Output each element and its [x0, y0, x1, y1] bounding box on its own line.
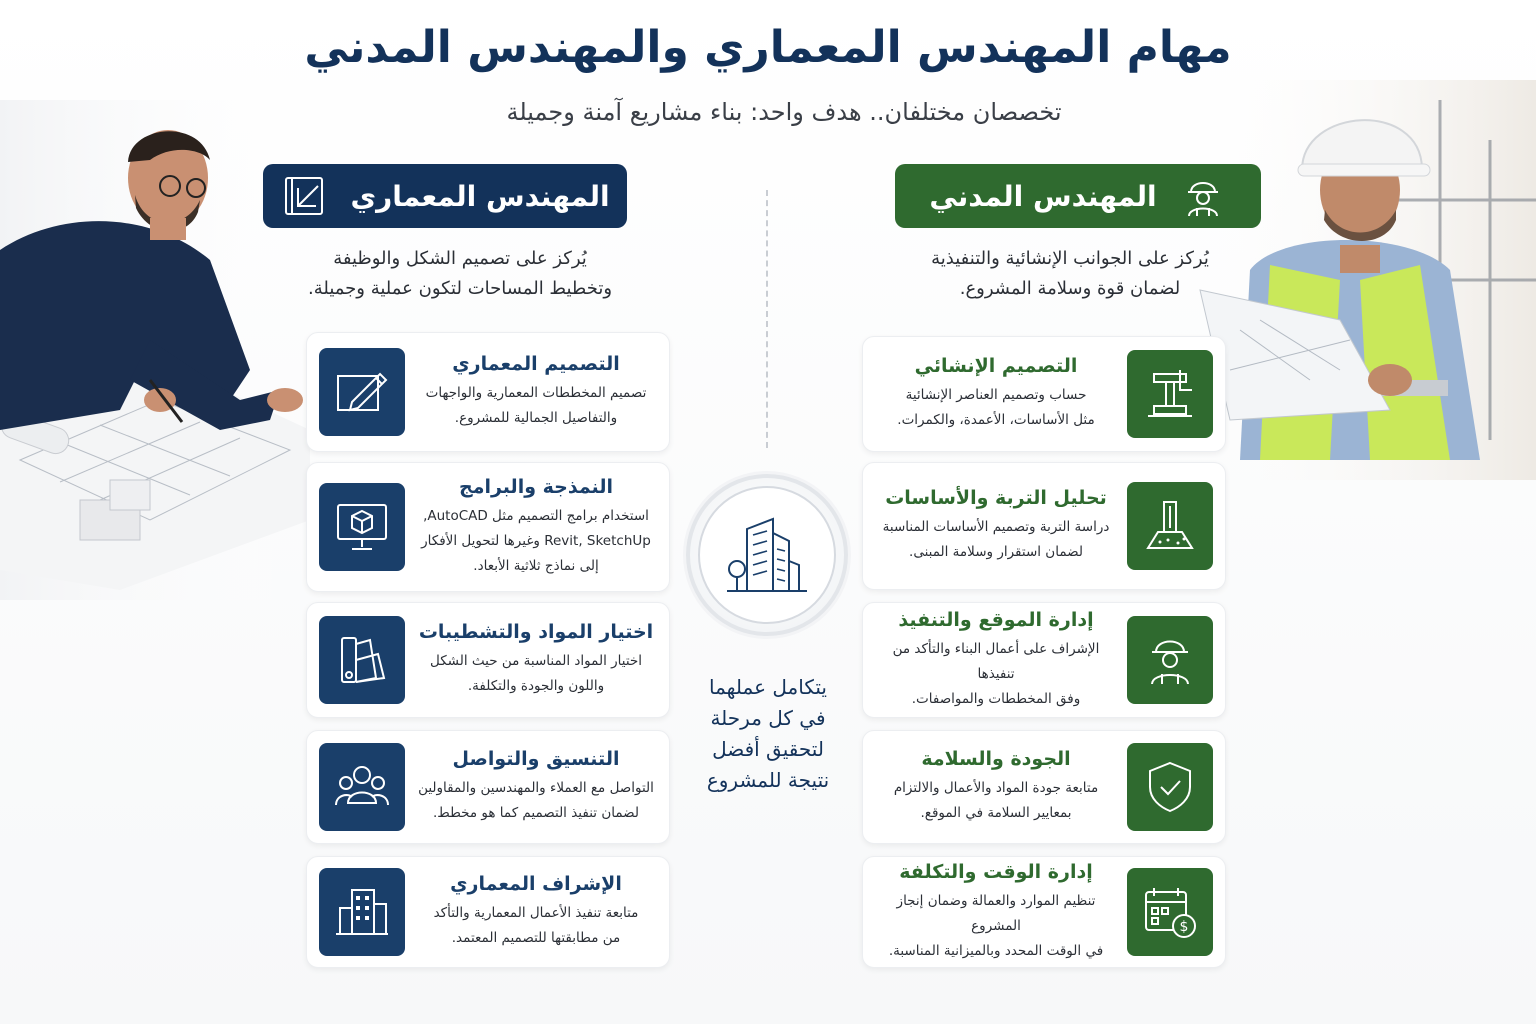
- team-icon: [319, 743, 405, 831]
- architect-card: [306, 332, 670, 452]
- site-engineer-icon: [1127, 616, 1213, 704]
- architect-card: [306, 602, 670, 718]
- soil-foundation-icon: [1127, 482, 1213, 570]
- card-line: متابعة تنفيذ الأعمال المعمارية والتأكد: [433, 905, 639, 921]
- card-text: [875, 355, 1117, 433]
- card-text: [415, 873, 657, 951]
- card-line: Revit, SketchUp وغيرها لتحويل الأفكار: [421, 532, 651, 549]
- calendar-cost-icon: [1127, 868, 1213, 956]
- civil-card: [862, 730, 1226, 844]
- center-message-line: يتكامل عملهما: [709, 675, 827, 699]
- civil-card: [862, 462, 1226, 590]
- building-icon: [319, 868, 405, 956]
- card-title: الإشراف المعماري: [450, 873, 622, 895]
- card-text: [415, 748, 657, 826]
- card-line: بمعايير السلامة في الموقع.: [920, 805, 1072, 821]
- civil-card: [862, 602, 1226, 718]
- card-text: [875, 861, 1117, 964]
- card-text: [415, 353, 657, 431]
- card-line: واللون والجودة والتكلفة.: [467, 678, 605, 694]
- card-line: لضمان استقرار وسلامة المبنى.: [909, 544, 1083, 560]
- card-line: والتفاصيل الجمالية للمشروع.: [454, 410, 618, 426]
- monitor-cube-icon: [319, 483, 405, 571]
- card-title: النمذجة والبرامج: [459, 475, 613, 498]
- card-text: [415, 621, 657, 699]
- card-line: استخدام برامج التصميم مثل AutoCAD,: [423, 507, 649, 524]
- architect-description: [260, 244, 660, 304]
- card-line: من مطابقتها للتصميم المعتمد.: [451, 930, 621, 946]
- card-text: [875, 609, 1117, 712]
- card-line: وفق المخططات والمواصفات.: [911, 690, 1081, 707]
- card-line: تنظيم الموارد والعمالة وضمان إنجاز المشروع: [896, 892, 1096, 934]
- card-line: مثل الأساسات، الأعمدة، والكمرات.: [897, 412, 1095, 428]
- card-body: [875, 515, 1117, 565]
- svg-text:$: $: [1179, 919, 1189, 935]
- center-emblem-inner: [698, 486, 836, 624]
- tower-building-icon: [717, 503, 817, 607]
- civil-card: [862, 856, 1226, 968]
- architect-card: [306, 462, 670, 592]
- card-line: حساب وتصميم العناصر الإنشائية: [905, 387, 1087, 403]
- card-line: إلى نماذج ثلاثية الأبعاد.: [473, 557, 599, 574]
- center-emblem: [686, 474, 848, 636]
- civil-header: [895, 164, 1261, 228]
- card-line: دراسة التربة وتصميم الأساسات المناسبة: [882, 519, 1110, 535]
- card-title: إدارة الوقت والتكلفة: [899, 860, 1093, 883]
- worker-helmet-icon: [1179, 172, 1227, 220]
- card-line: لضمان تنفيذ التصميم كما هو مخطط.: [432, 805, 639, 821]
- civil-header-label: المهندس المدني: [929, 179, 1157, 213]
- card-body: [875, 776, 1117, 826]
- column-divider: [766, 190, 768, 448]
- architect-card: [306, 856, 670, 968]
- card-body: [875, 889, 1117, 964]
- civil-description: [870, 244, 1270, 304]
- card-line: اختيار المواد المناسبة من حيث الشكل: [430, 653, 642, 669]
- card-line: تصميم المخططات المعمارية والواجهات: [425, 385, 647, 401]
- architect-header-label: المهندس المعماري: [350, 179, 610, 213]
- card-title: التصميم المعماري: [452, 353, 620, 375]
- page-subtitle: تخصصان مختلفان.. هدف واحد: بناء مشاريع آمنة وجميلة: [506, 98, 1062, 126]
- steel-beam-icon: [1127, 350, 1213, 438]
- card-body: [415, 381, 657, 431]
- civil-card: [862, 336, 1226, 452]
- shield-check-icon: [1127, 743, 1213, 831]
- center-message-line: لتحقيق أفضل: [712, 737, 824, 761]
- card-title: إدارة الموقع والتنفيذ: [898, 608, 1094, 631]
- color-swatch-icon: [319, 616, 405, 704]
- card-title: التصميم الإنشائي: [914, 355, 1078, 377]
- pencil-drawing-icon: [319, 348, 405, 436]
- architect-description-line2: وتخطيط المساحات لتكون عملية وجميلة.: [307, 278, 613, 299]
- architect-header: [263, 164, 627, 228]
- center-message: [668, 672, 868, 796]
- civil-description-line2: لضمان قوة وسلامة المشروع.: [959, 278, 1181, 299]
- card-text: [415, 476, 657, 579]
- card-body: [415, 901, 657, 951]
- card-title: التنسيق والتواصل: [452, 748, 620, 770]
- card-line: الإشراف على أعمال البناء والتأكد من تنفيذها: [892, 640, 1100, 682]
- card-text: [875, 487, 1117, 565]
- blueprint-icon: [280, 172, 328, 220]
- card-line: التواصل مع العملاء والمهندسين والمقاولين: [418, 780, 654, 796]
- architect-card: [306, 730, 670, 844]
- center-message-line: في كل مرحلة: [710, 706, 826, 730]
- page-title: مهام المهندس المعماري والمهندس المدني: [304, 22, 1232, 73]
- card-body: [415, 649, 657, 699]
- card-body: [415, 504, 657, 579]
- card-line: متابعة جودة المواد والأعمال والالتزام: [893, 780, 1099, 796]
- architect-description-line1: يُركز على تصميم الشكل والوظيفة: [333, 248, 587, 269]
- card-body: [415, 776, 657, 826]
- card-body: [875, 637, 1117, 712]
- center-message-line: نتيجة للمشروع: [706, 768, 830, 792]
- card-body: [875, 383, 1117, 433]
- card-text: [875, 748, 1117, 826]
- card-line: في الوقت المحدد وبالميزانية المناسبة.: [888, 942, 1104, 959]
- card-title: تحليل التربة والأساسات: [885, 487, 1107, 509]
- card-title: الجودة والسلامة: [921, 748, 1071, 770]
- card-title: اختيار المواد والتشطيبات: [418, 621, 654, 643]
- civil-description-line1: يُركز على الجوانب الإنشائية والتنفيذية: [931, 248, 1209, 269]
